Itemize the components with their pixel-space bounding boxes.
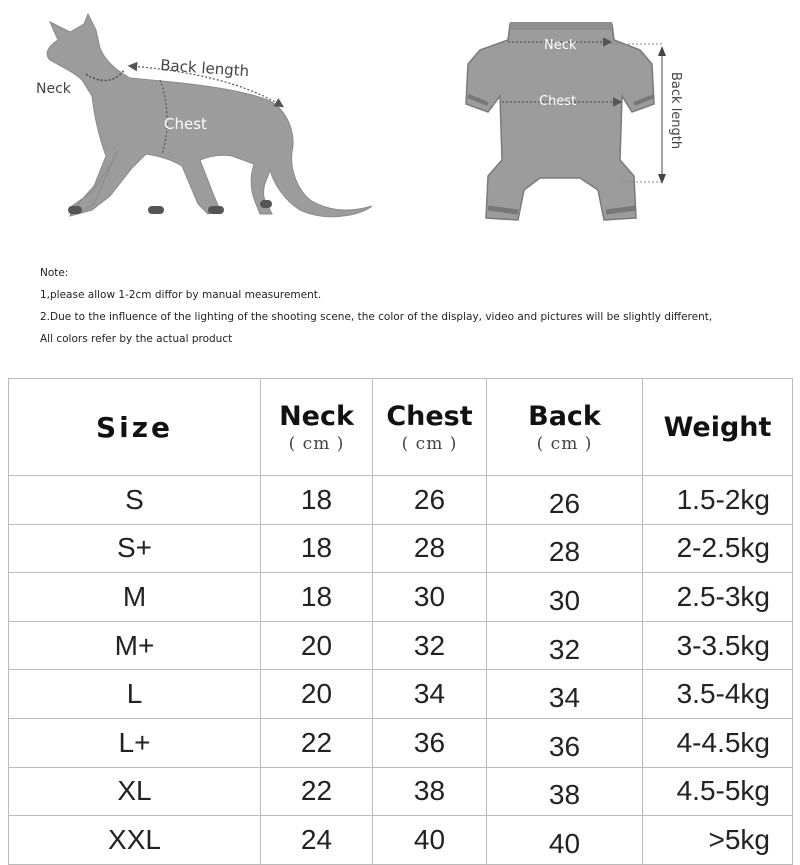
weight-cell: 2.5-3kg xyxy=(643,573,793,622)
neck-cell: 18 xyxy=(261,573,373,622)
chest-cell: 34 xyxy=(373,670,487,719)
neck-cell: 22 xyxy=(261,767,373,816)
paw-icon xyxy=(208,206,224,214)
back-cell: 32 xyxy=(487,621,643,670)
table-header-row xyxy=(9,379,793,476)
size-cell: S+ xyxy=(9,524,261,573)
size-cell: XL xyxy=(9,767,261,816)
header-weight: Weight xyxy=(643,379,793,476)
header-neck-label: Neck xyxy=(279,400,354,432)
measurement-diagram xyxy=(0,0,800,250)
notes-section xyxy=(40,262,790,350)
diagram-svg xyxy=(0,0,800,250)
header-chest-unit: ( cm ) xyxy=(401,433,458,454)
chest-cell: 38 xyxy=(373,767,487,816)
chest-cell: 36 xyxy=(373,718,487,767)
header-chest-label: Chest xyxy=(386,400,473,432)
neck-cell: 18 xyxy=(261,524,373,573)
weight-cell: 3.5-4kg xyxy=(643,670,793,719)
header-neck xyxy=(261,379,373,476)
header-size: Size xyxy=(9,379,261,476)
paw-icon xyxy=(148,206,164,214)
paw-icon xyxy=(260,200,272,208)
table-row xyxy=(9,573,793,622)
back-cell: 40 xyxy=(487,816,643,865)
size-chart-table xyxy=(8,378,793,865)
table-row xyxy=(9,670,793,719)
header-chest xyxy=(373,379,487,476)
cat-back-length-label: Back length xyxy=(159,56,250,81)
table-row xyxy=(9,524,793,573)
table-row xyxy=(9,621,793,670)
notes-line-3: All colors refer by the actual product xyxy=(40,333,233,345)
cat-neck-label: Neck xyxy=(36,81,71,97)
neck-cell: 20 xyxy=(261,670,373,719)
neck-cell: 22 xyxy=(261,718,373,767)
header-back xyxy=(487,379,643,476)
size-cell: XXL xyxy=(9,816,261,865)
neck-cell: 18 xyxy=(261,476,373,525)
header-back-label: Back xyxy=(528,400,601,432)
chest-cell: 26 xyxy=(373,476,487,525)
back-cell: 34 xyxy=(487,670,643,719)
back-cell: 38 xyxy=(487,767,643,816)
weight-cell: 3-3.5kg xyxy=(643,621,793,670)
weight-cell: 1.5-2kg xyxy=(643,476,793,525)
size-cell: M xyxy=(9,573,261,622)
size-cell: S xyxy=(9,476,261,525)
garment-chest-label: Chest xyxy=(539,94,577,109)
back-cell: 26 xyxy=(487,476,643,525)
header-neck-unit: ( cm ) xyxy=(288,433,345,454)
chest-cell: 40 xyxy=(373,816,487,865)
chest-cell: 28 xyxy=(373,524,487,573)
cat-silhouette xyxy=(47,14,372,217)
paw-icon xyxy=(68,206,82,214)
weight-cell: >5kg xyxy=(643,816,793,865)
size-cell: L+ xyxy=(9,718,261,767)
size-cell: L xyxy=(9,670,261,719)
notes-title: Note: xyxy=(40,267,69,279)
notes-line-1: 1,please allow 1-2cm diffor by manual measurement. xyxy=(40,289,322,301)
garment-back-length-label: Back length xyxy=(668,72,683,150)
back-cell: 36 xyxy=(487,718,643,767)
table-row xyxy=(9,767,793,816)
neck-cell: 20 xyxy=(261,621,373,670)
weight-cell: 2-2.5kg xyxy=(643,524,793,573)
garment-neck-label: Neck xyxy=(544,38,577,53)
table-row xyxy=(9,476,793,525)
size-cell: M+ xyxy=(9,621,261,670)
back-cell: 28 xyxy=(487,524,643,573)
table-row xyxy=(9,816,793,865)
chest-cell: 32 xyxy=(373,621,487,670)
header-back-unit: ( cm ) xyxy=(536,433,593,454)
table-row xyxy=(9,718,793,767)
weight-cell: 4-4.5kg xyxy=(643,718,793,767)
notes-line-2: 2.Due to the influence of the lighting of the shooting scene, the color of the display, video and pictures will be slightly different, xyxy=(40,311,713,323)
chest-cell: 30 xyxy=(373,573,487,622)
back-cell: 30 xyxy=(487,573,643,622)
weight-cell: 4.5-5kg xyxy=(643,767,793,816)
cat-chest-label: Chest xyxy=(164,115,207,133)
neck-cell: 24 xyxy=(261,816,373,865)
